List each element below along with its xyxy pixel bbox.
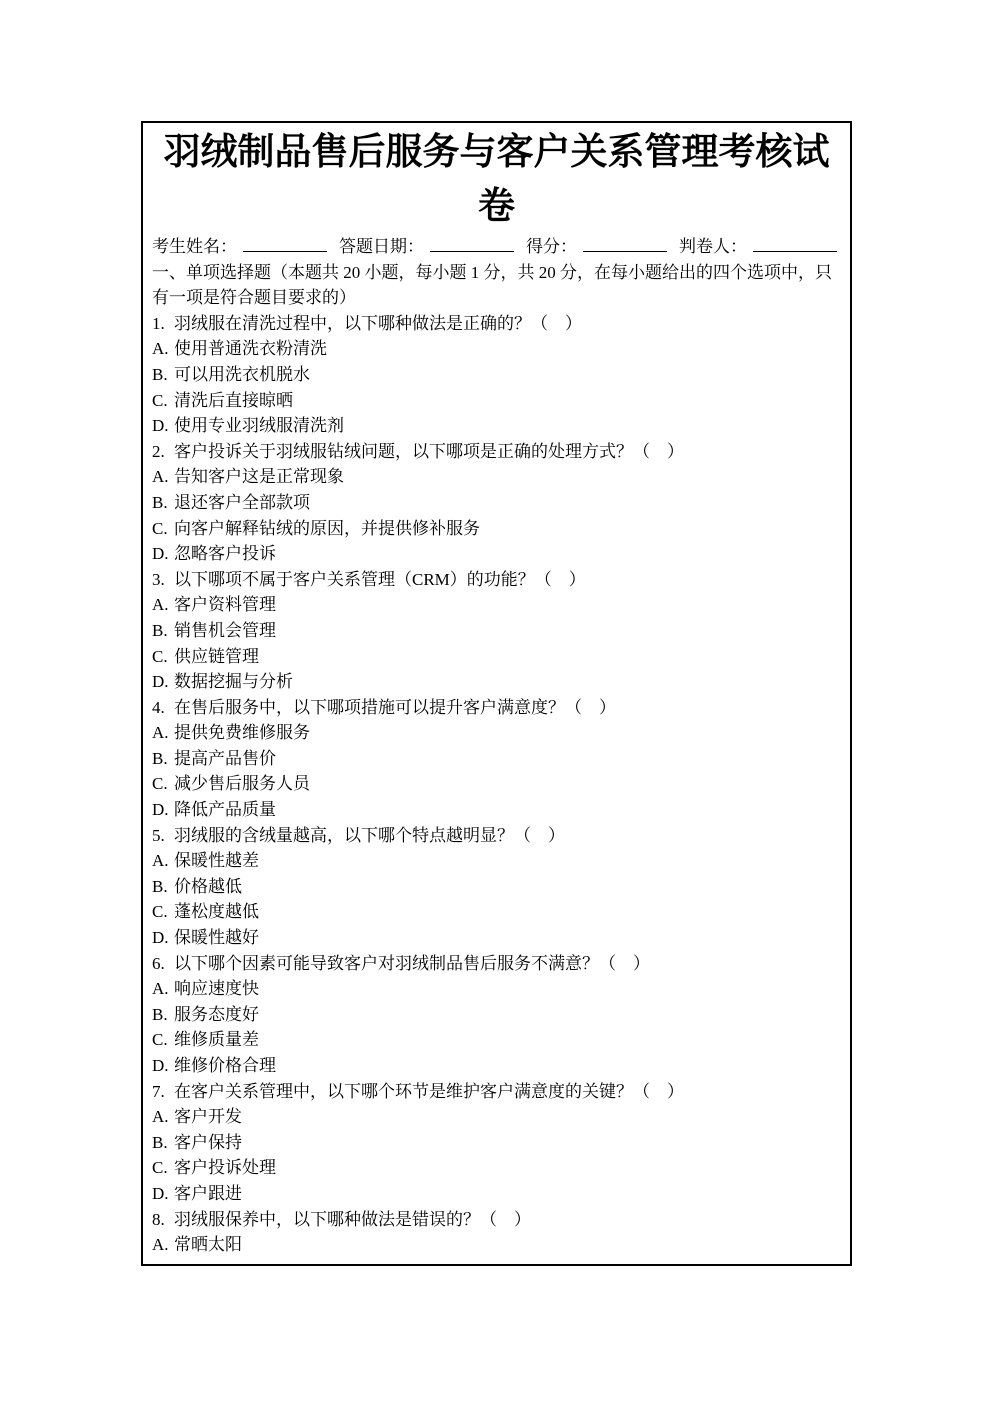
option-text: 维修质量差 [174,1030,259,1050]
grader-blank [753,236,837,252]
question-1-option-b [152,362,841,388]
question-text: 客户投诉关于羽绒服钻绒问题，以下哪项是正确的处理方式？（ ） [174,441,684,461]
option-label: C. [152,902,168,922]
question-1-option-a [152,336,841,362]
question-8 [152,1207,841,1233]
grader-label: 判卷人： [679,237,747,256]
option-label: B. [152,876,168,896]
question-6-option-a [152,976,841,1002]
option-text: 降低产品质量 [174,800,276,820]
question-3-option-a [152,592,841,618]
question-text: 羽绒服的含绒量越高，以下哪个特点越明显？（ ） [174,825,565,845]
answer-date-label: 答题日期： [339,237,424,256]
option-label: A. [152,851,169,871]
option-label: D. [152,544,169,564]
question-text: 羽绒服保养中，以下哪种做法是错误的？（ ） [174,1209,531,1229]
candidate-name-group [152,234,329,260]
option-label: C. [152,774,168,794]
option-text: 向客户解释钻绒的原因，并提供修补服务 [174,518,480,538]
section-heading: 一、单项选择题（本题共 20 小题，每小题 1 分，共 20 分，在每小题给出的四个选项中，只有一项是符合题目要求的） [152,262,832,308]
question-7-option-c [152,1155,841,1181]
option-text: 告知客户这是正常现象 [174,467,344,487]
option-label: C. [152,1158,168,1178]
question-number: 8. [152,1209,165,1229]
question-7-option-a [152,1104,841,1130]
option-label: A. [152,1235,169,1255]
question-1-option-d [152,413,841,439]
score-label: 得分： [526,237,577,256]
option-text: 使用普通洗衣粉清洗 [174,339,327,359]
option-label: A. [152,467,169,487]
question-5-option-b [152,874,841,900]
question-2-option-b [152,490,841,516]
question-6-option-c [152,1027,841,1053]
question-4-option-c [152,771,841,797]
question-4 [152,695,841,721]
option-text: 响应速度快 [174,979,259,999]
option-text: 忽略客户投诉 [174,544,276,564]
question-7 [152,1079,841,1105]
question-text: 以下哪项不属于客户关系管理（CRM）的功能？（ ） [174,569,586,589]
option-label: A. [152,1107,169,1127]
option-label: D. [152,672,169,692]
question-4-option-a [152,720,841,746]
question-3-option-b [152,618,841,644]
option-text: 蓬松度越低 [174,902,259,922]
answer-date-blank [430,236,514,252]
option-text: 保暖性越差 [174,851,259,871]
option-text: 常晒太阳 [174,1235,242,1255]
page-title: 羽绒制品售后服务与客户关系管理考核试卷 [163,132,830,227]
question-4-option-b [152,746,841,772]
question-number: 4. [152,697,165,717]
question-5 [152,823,841,849]
option-text: 减少售后服务人员 [174,774,310,794]
option-label: C. [152,390,168,410]
question-5-option-c [152,899,841,925]
option-label: A. [152,979,169,999]
question-6-option-d [152,1053,841,1079]
option-text: 价格越低 [174,876,242,896]
option-text: 供应链管理 [174,646,259,666]
question-number: 7. [152,1081,165,1101]
option-text: 客户投诉处理 [174,1158,276,1178]
candidate-name-label: 考生姓名： [152,237,237,256]
candidate-info-row [152,234,841,260]
option-label: D. [152,928,169,948]
question-1 [152,311,841,337]
option-text: 提高产品售价 [174,748,276,768]
question-number: 2. [152,441,165,461]
option-text: 使用专业羽绒服清洗剂 [174,416,344,436]
question-text: 在客户关系管理中，以下哪个环节是维护客户满意度的关键？（ ） [174,1081,684,1101]
option-label: A. [152,595,169,615]
option-label: B. [152,620,168,640]
option-text: 提供免费维修服务 [174,723,310,743]
option-label: B. [152,748,168,768]
option-text: 退还客户全部款项 [174,492,310,512]
option-text: 清洗后直接晾晒 [174,390,293,410]
question-3-option-c [152,644,841,670]
option-text: 客户跟进 [174,1183,242,1203]
option-text: 客户保持 [174,1132,242,1152]
question-5-option-d [152,925,841,951]
option-text: 销售机会管理 [174,620,276,640]
score-blank [583,236,667,252]
question-number: 6. [152,953,165,973]
question-7-option-b [152,1130,841,1156]
option-text: 数据挖掘与分析 [174,672,293,692]
option-label: C. [152,518,168,538]
question-text: 羽绒服在清洗过程中，以下哪种做法是正确的？（ ） [174,313,582,333]
question-2-option-c [152,516,841,542]
option-label: A. [152,723,169,743]
option-label: B. [152,364,168,384]
question-7-option-d [152,1181,841,1207]
question-number: 3. [152,569,165,589]
question-2-option-d [152,541,841,567]
option-label: C. [152,646,168,666]
question-number: 5. [152,825,165,845]
question-text: 在售后服务中，以下哪项措施可以提升客户满意度？（ ） [174,697,616,717]
question-1-option-c [152,388,841,414]
option-label: C. [152,1030,168,1050]
option-label: D. [152,800,169,820]
option-text: 客户开发 [174,1107,242,1127]
question-2-option-a [152,464,841,490]
question-4-option-d [152,797,841,823]
grader-group [679,234,839,260]
answer-date-group [339,234,516,260]
score-group [526,234,669,260]
option-label: D. [152,1056,169,1075]
question-6-option-b [152,1002,841,1028]
question-2 [152,439,841,465]
question-6 [152,951,841,977]
option-label: B. [152,492,168,512]
option-text: 保暖性越好 [174,928,259,948]
question-text: 以下哪个因素可能导致客户对羽绒制品售后服务不满意？（ ） [174,953,650,973]
option-text: 服务态度好 [174,1004,259,1024]
option-label: D. [152,416,169,436]
option-text: 维修价格合理 [174,1056,276,1075]
option-label: B. [152,1132,168,1152]
question-3-option-d [152,669,841,695]
question-3 [152,567,841,593]
option-label: D. [152,1183,169,1203]
exam-paper-page [141,121,852,1266]
option-label: A. [152,339,169,359]
question-number: 1. [152,313,165,333]
candidate-name-blank [243,236,327,252]
option-text: 可以用洗衣机脱水 [174,364,310,384]
option-label: B. [152,1004,168,1024]
option-text: 客户资料管理 [174,595,276,615]
question-8-option-a [152,1232,841,1258]
question-5-option-a [152,848,841,874]
